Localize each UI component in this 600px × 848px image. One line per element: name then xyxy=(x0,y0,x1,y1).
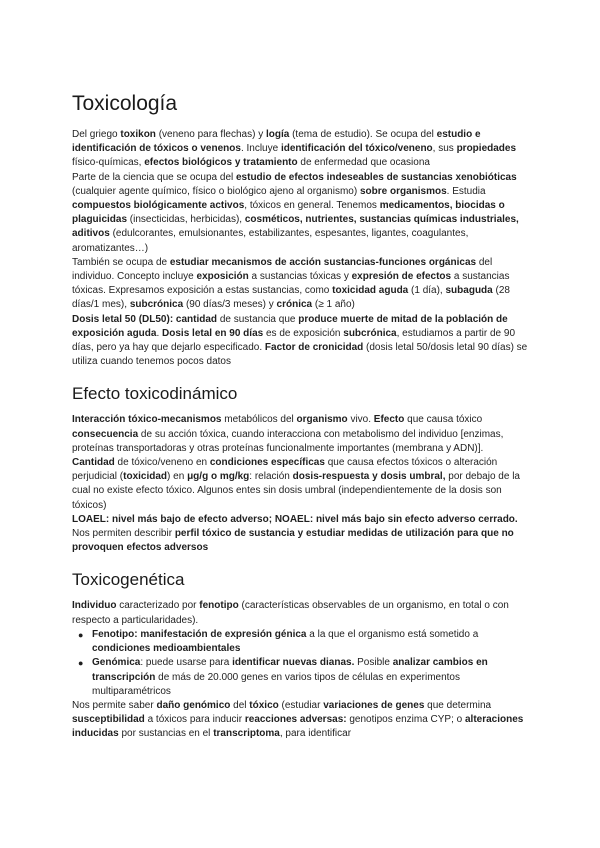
bold-text: transcriptoma xyxy=(213,728,280,740)
bold-text: exposición xyxy=(196,271,249,283)
bold-text: LOAEL: nivel más bajo de efecto adverso; NOAEL: nivel más bajo sin efecto adverso cerrado. xyxy=(72,513,518,525)
toxicogenetica-section xyxy=(72,599,528,741)
bold-text: subcrónica xyxy=(343,327,397,339)
bold-text: cosméticos, nutrientes, sustancias químicas industriales, aditivos xyxy=(72,214,519,240)
bold-text: Dosis letal 50 (DL50): cantidad xyxy=(72,313,218,325)
bold-text: subcrónica xyxy=(129,299,184,311)
bold-text: propiedades xyxy=(456,143,517,155)
section-paragraph: Nos permite saber daño genómico del tóxico (estudiar variaciones de genes que determina susceptibilidad a tóxicos para inducir reacciones adversas: genotipos enzima CYP; o alteraciones inducidas por sustancias en el transcriptoma, para identificar xyxy=(72,699,524,740)
bold-text: daño genómico xyxy=(156,699,231,711)
bold-text: identificación del tóxico/veneno xyxy=(280,143,433,155)
bold-text: condiciones específicas xyxy=(209,457,325,469)
bold-text: identificar nuevas dianas. xyxy=(232,657,355,669)
bold-text: fenotipo xyxy=(199,600,239,612)
page-title: Toxicología xyxy=(72,92,178,115)
intro-paragraph: Del griego toxikon (veneno para flechas) y logía (tema de estudio). Se ocupa del estudio e identificación de tóxicos o venenos. Incluye identificación del tóxico/veneno, sus propiedades físico-químicas, efectos biológicos y tratamiento de enfermedad que ocasiona xyxy=(72,129,517,169)
bold-text: medicamentos, biocidas o plaguicidas xyxy=(72,200,505,226)
bold-text: toxicidad xyxy=(123,471,168,483)
bold-text: Interacción tóxico-mecanismos xyxy=(72,414,222,426)
bold-text: sobre organismos xyxy=(359,185,447,197)
bold-text: tóxico xyxy=(249,699,279,711)
list-item-text: Genómica: puede usarse para identificar nuevas dianas. Posible analizar cambios en transcripción de más de 20.000 genes en varios tipos de células en experimentos multiparamétricos xyxy=(92,657,488,697)
intro-paragraph: Dosis letal 50 (DL50): cantidad de sustancia que produce muerte de mitad de la población de exposición aguda. Dosis letal en 90 días es de exposición subcrónica, estudiamos a partir de 90 días, pero ya hay que dejarlo especificado. Factor de cronicidad (dosis letal 50/dosis letal 90 días) se utiliza cuando tenemos pocos datos xyxy=(72,313,528,368)
bold-text: μg/g o mg/kg xyxy=(187,471,250,483)
section-heading-toxicodinamico: Efecto toxicodinámico xyxy=(72,384,238,404)
bold-text: logía xyxy=(265,129,290,140)
section-paragraph: LOAEL: nivel más bajo de efecto adverso; NOAEL: nivel más bajo sin efecto adverso cerrado. Nos permiten describir perfil tóxico de sustancia y estudiar medidas de utilización para que no provoquen efectos adversos xyxy=(72,513,518,554)
bold-text: Factor de cronicidad xyxy=(264,342,364,354)
bold-text: produce muerte de mitad de la población de exposición aguda xyxy=(72,313,508,339)
bullet-icon: ● xyxy=(78,658,84,669)
intro-paragraph: Parte de la ciencia que se ocupa del estudio de efectos indeseables de sustancias xenobióticas (cualquier agente químico, físico o biológico ajeno al organismo) sobre organismos. Estudia compuestos biológicamente activos, tóxicos en general. Tenemos medicamentos, biocidas o plaguicidas (insecticidas, herbicidas), cosméticos, nutrientes, sustancias químicas industriales, aditivos (edulcorantes, emulsionantes, estabilizantes, espesantes, ligantes, coagulantes, aromatizantes…) xyxy=(72,171,519,254)
bold-text: analizar cambios en transcripción xyxy=(92,657,488,683)
bold-text: estudio de efectos indeseables de sustancias xenobióticas xyxy=(236,171,517,183)
bold-text: compuestos biológicamente activos xyxy=(72,200,245,212)
bold-text: dosis-respuesta y dosis umbral, xyxy=(292,471,446,483)
bold-text: alteraciones inducidas xyxy=(72,714,524,740)
bold-text: efectos biológicos y tratamiento xyxy=(144,157,298,169)
list-item-text: Fenotipo: manifestación de expresión génica a la que el organismo está sometido a condiciones medioambientales xyxy=(92,628,479,655)
section-paragraph: Interacción tóxico-mecanismos metabólicos del organismo vivo. Efecto que causa tóxico consecuencia de su acción tóxica, cuando interacciona con metabolismo del individuo [enzimas, proteínas transportadoras y otras proteínas funcionalmente importantes (membrana y ADN)]. Cantidad de tóxico/veneno en condiciones específicas que causa efectos tóxicos o alteración perjudicial (toxicidad) en μg/g o mg/kg: relación dosis-respuesta y dosis umbral, por debajo de la cual no existe efecto tóxico. Algunos entes sin dosis umbral (independientemente de la dosis son tóxicos) xyxy=(72,414,520,511)
list-item xyxy=(78,656,528,699)
bold-text: estudio e identificación de tóxicos o venenos xyxy=(72,129,481,155)
bold-text: Efecto xyxy=(373,414,405,426)
bold-text: Individuo xyxy=(72,600,117,612)
bold-text: subaguda xyxy=(445,285,493,297)
bold-text: susceptibilidad xyxy=(72,714,145,726)
list-item xyxy=(78,628,528,656)
bold-text: Fenotipo: manifestación de expresión génica xyxy=(92,628,307,640)
bold-text: estudiar mecanismos de acción sustancias-funciones orgánicas xyxy=(169,256,477,268)
bold-text: crónica xyxy=(276,299,313,311)
bold-text: reacciones adversas: xyxy=(244,714,347,726)
toxicodinamico-section xyxy=(72,413,528,555)
intro-section xyxy=(72,128,528,369)
bullet-icon: ● xyxy=(78,629,84,640)
bold-text: expresión de efectos xyxy=(351,271,452,283)
bold-text: organismo xyxy=(296,414,348,426)
section-heading-toxicogenetica: Toxicogenética xyxy=(72,570,185,590)
bold-text: condiciones medioambientales xyxy=(92,643,241,655)
bold-text: Cantidad xyxy=(72,457,115,469)
bold-text: Dosis letal en 90 días xyxy=(162,327,264,339)
bold-text: toxicidad aguda xyxy=(332,285,409,297)
bullet-list xyxy=(72,628,528,699)
section-paragraph: Individuo caracterizado por fenotipo (características observables de un organismo, en total o con respecto a particularidades). xyxy=(72,600,509,626)
bold-text: Genómica xyxy=(92,657,141,669)
bold-text: consecuencia xyxy=(72,428,139,440)
document-content xyxy=(72,90,528,742)
bold-text: variaciones de genes xyxy=(323,699,425,711)
bold-text: perfil tóxico de sustancia y estudiar medidas de utilización para que no provoquen efectos adversos xyxy=(72,528,514,554)
intro-paragraph: También se ocupa de estudiar mecanismos de acción sustancias-funciones orgánicas del individuo. Concepto incluye exposición a sustancias tóxicas y expresión de efectos a sustancias tóxicas. Expresamos exposición a estas sustancias, como toxicidad aguda (1 día), subaguda (28 días/1 mes), subcrónica (90 días/3 meses) y crónica (≥ 1 año) xyxy=(72,256,510,311)
bold-text: toxikon xyxy=(120,129,156,140)
